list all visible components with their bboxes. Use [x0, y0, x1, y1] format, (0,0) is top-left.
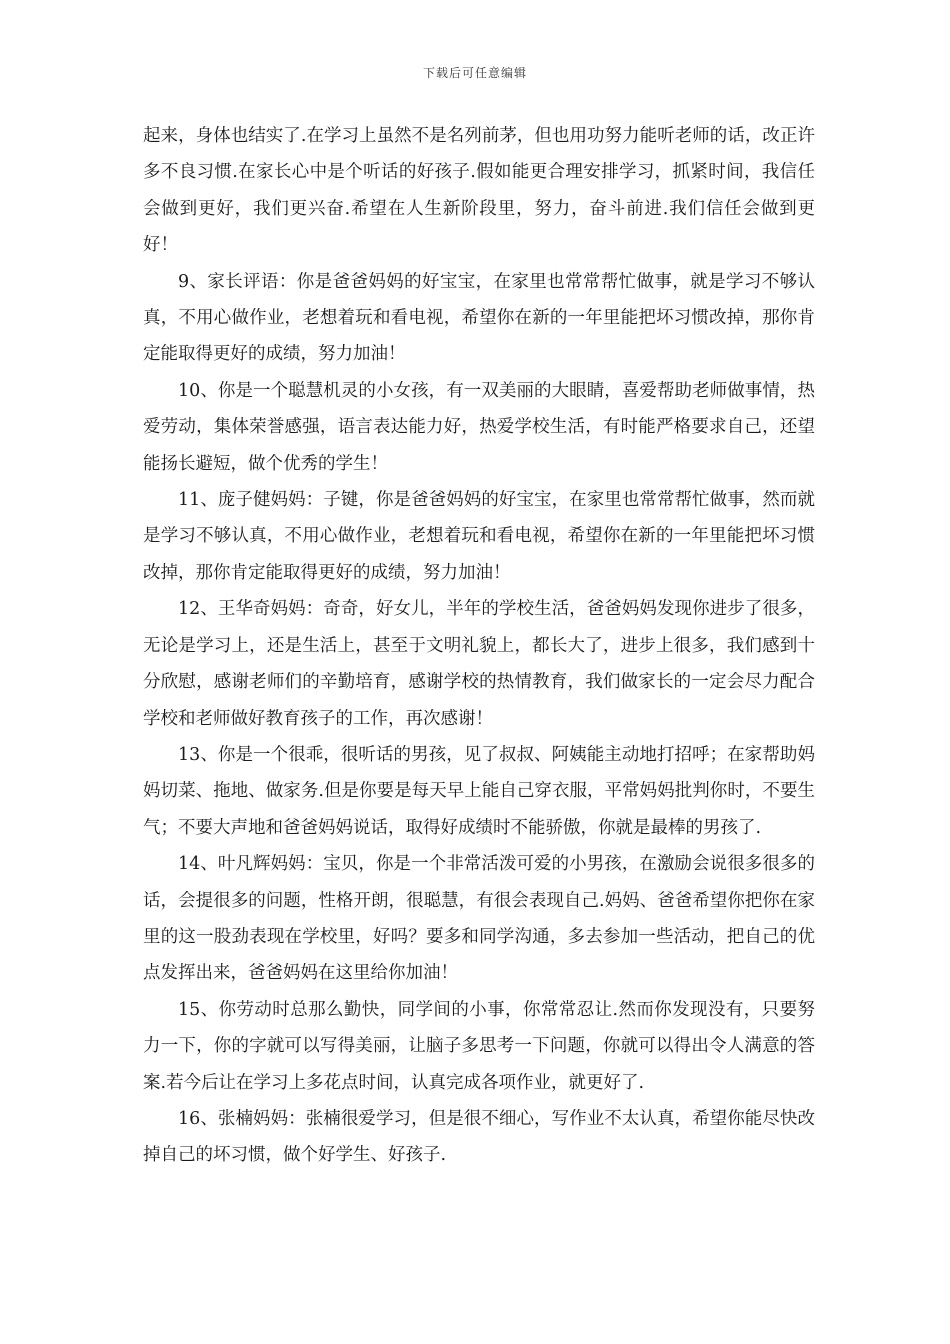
paragraph-comment-10: 10、你是一个聪慧机灵的小女孩，有一双美丽的大眼睛，喜爱帮助老师做事情，热爱劳动，集体荣誉感强，语言表达能力好，热爱学校生活，有时能严格要求自己，还望能扬长避短，做个优秀的学生！: [143, 380, 815, 474]
paragraph-comment-11: 11、庞子健妈妈：子键，你是爸爸妈妈的好宝宝，在家里也常常帮忙做事，然而就是学习不够认真，不用心做作业，老想着玩和看电视，希望你在新的一年里能把坏习惯改掉，那你肯定能取得更好的成绩，努力加油！: [143, 490, 815, 583]
paragraph-continuation: 起来，身体也结实了.在学习上虽然不是名列前茅，但也用功努力能听老师的话，改正许多不良习惯.在家长心中是个听话的好孩子.假如能更合理安排学习，抓紧时间，我信任会做到更好，我们更兴奋.希望在人生新阶段里，努力，奋斗前进.我们信任会做到更好！: [143, 126, 815, 256]
paragraph-comment-15: 15、你劳动时总那么勤快，同学间的小事，你常常忍让.然而你发现没有，只要努力一下，你的字就可以写得美丽，让脑子多思考一下问题，你就可以得出令人满意的答案.若今后让在学习上多花点时间，认真完成各项作业，就更好了.: [143, 999, 815, 1093]
document-body: [143, 118, 815, 1174]
paragraph-comment-16: 16、张楠妈妈：张楠很爱学习，但是很不细心，写作业不太认真，希望你能尽快改掉自己的坏习惯，做个好学生、好孩子.: [143, 1108, 815, 1166]
page-header: 下载后可任意编辑: [422, 66, 527, 80]
paragraph-comment-13: 13、你是一个很乖，很听话的男孩，见了叔叔、阿姨能主动地打招呼；在家帮助妈妈切菜、拖地、做家务.但是你要是每天早上能自己穿衣服，平常妈妈批判你时，不要生气；不要大声地和爸爸妈妈说话，取得好成绩时不能骄傲，你就是最棒的男孩了.: [143, 744, 815, 838]
paragraph-comment-12: 12、王华奇妈妈：奇奇，好女儿，半年的学校生活，爸爸妈妈发现你进步了很多，无论是学习上，还是生活上，甚至于文明礼貌上，都长大了，进步上很多，我们感到十分欣慰，感谢老师们的辛勤培育，感谢学校的热情教育，我们做家长的一定会尽力配合学校和老师做好教育孩子的工作，再次感谢！: [143, 599, 815, 729]
paragraph-comment-14: 14、叶凡辉妈妈：宝贝，你是一个非常活泼可爱的小男孩，在激励会说很多很多的话，会提很多的问题，性格开朗，很聪慧，有很会表现自己.妈妈、爸爸希望你把你在家里的这一股劲表现在学校里，好吗？要多和同学沟通，多去参加一些活动，把自己的优点发挥出来，爸爸妈妈在这里给你加油！: [143, 854, 815, 984]
paragraph-comment-9: 9、家长评语：你是爸爸妈妈的好宝宝，在家里也常常帮忙做事，就是学习不够认真，不用心做作业，老想着玩和看电视，希望你在新的一年里能把坏习惯改掉，那你肯定能取得更好的成绩，努力加油！: [143, 271, 815, 365]
